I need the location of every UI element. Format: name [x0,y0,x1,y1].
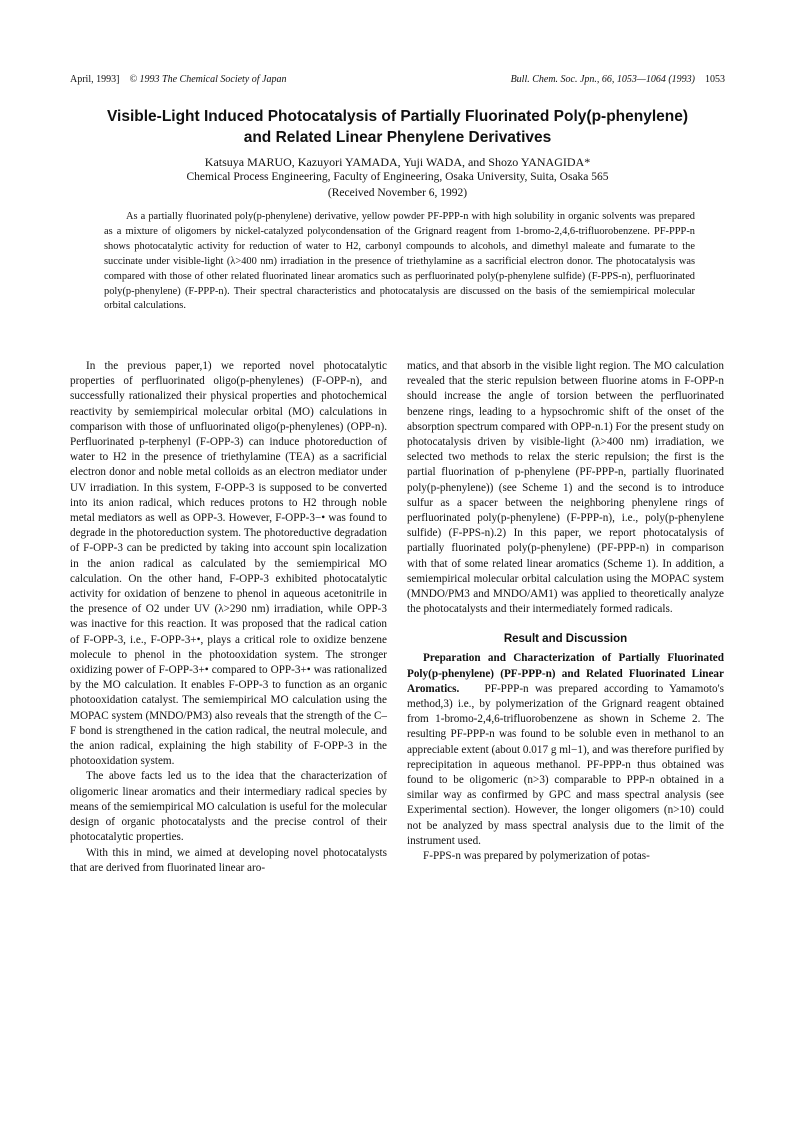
body-column-right [407,359,724,864]
abstract: As a partially fluorinated poly(p-phenylene) derivative, yellow powder PF-PPP-n with high solubility in organic solvents was prepared as a mixture of oligomers by nickel-catalyzed polycondensation of the Grignard reagent from 1-bromo-2,4,6-trifluorobenzene. PF-PPP-n shows photocatalytic activity for reduction of water to H2, carbonyl compounds to alcohols, and dimethyl maleate and fumarate to the succinate under visible-light (λ>400 nm) irradiation in the presence of triethylamine as a sacrificial electron donor. The photocatalysis was compared with those of other related fluorinated linear aromatics such as perfluorinated poly(p-phenylene sulfide) (F-PPS-n), perfluorinated poly(p-phenylene) (F-PPP-n). Their spectral characteristics and photocatalysis are discussed on the basis of the semiempirical molecular orbital calculations. [104,211,695,312]
paragraph: matics, and that absorb in the visible light region. The MO calculation revealed that the steric repulsion between fluorine atoms in F-OPP-n should increase the angle of torsion between the perfluorinated benzene rings, leading to a hypsochromic shift of the onset of the absorption spectrum compared with OPP-n.1) For the present study on photocatalysis driven by visible-light (λ>400 nm) irradiation, we selected two methods to relax the steric repulsion; the first is the partial fluorination of p-phenylene (PF-PPP-n, partially fluorinated poly(p-phenylene)) (see Scheme 1) and the second is to introduce sulfur as a spacer between the neighboring phenylene rings of perfluorinated poly(p-phenylene) (F-PPP-n), i.e., poly(p-phenylene sulfide) (F-PPS-n).2) In this paper, we report photocatalysis of partially fluorinated poly(p-phenylene) (PF-PPP-n) in comparison with that of some related linear aromatics (Scheme 1). In addition, a semiempirical molecular orbital calculation using the MOPAC system (MNDO/PM3 and MNDO/AM1) was applied to theoretically analyze the photocatalysts and their intermediately formed radicals. [407,360,724,616]
received-date: (Received November 6, 1992) [327,187,468,199]
affiliation: Chemical Process Engineering, Faculty of Engineering, Osaka University, Suita, Osaka 565 [186,171,609,183]
article-title [70,106,725,148]
title-line-1: Visible-Light Induced Photocatalysis of Partially Fluorinated Poly(p-phenylene) [106,108,689,125]
subsection-heading: Preparation and Characterization of Partially Fluorinated Poly(p-phenylene) (PF-PPP-n) and Related Fluorinated Linear Aromatics. [407,652,724,695]
paragraph: F-PPS-n was prepared by polymerization of potas- [423,850,650,863]
copyright-notice: © 1993 The Chemical Society of Japan [129,74,287,85]
paragraph [407,651,724,849]
paragraph: In the previous paper,1) we reported novel photocatalytic properties of perfluorinated oligo(p-phenylenes) (F-OPP-n), and successfully rationalized their physical properties and photochemical reactivity by semiempirical molecular orbital (MO) calculations in comparison with those of unfluorinated oligo(p-phenylenes) (OPP-n). Perfluorinated p-terphenyl (F-OPP-3) can induce photoreduction of water to H2 in the presence of triethylamine (TEA) as a sacrificial electron donor and noble metal colloids as an electron mediator under UV irradiation. In this system, F-OPP-3 is supposed to be converted into its anion radical, which reduces protons to H2 through noble metal mediators as well as OPP-3. However, F-OPP-3−• was found to degrade in the photoreduction system. The photoreductive degradation of F-OPP-3 can be predicted by taking into account spin localization in the anion radical as calculated by the semiempirical MO calculation. On the other hand, F-OPP-3 exhibited photocatalytic activity for oxidation of benzene to phenol in aqueous acetonitrile in the presence of O2 under UV (λ>290 nm) irradiation, while OPP-3 was inactive for this reaction. It was proposed that the radical cation of F-OPP-3, i.e., F-OPP-3+•, plays a critical role to oxidize benzene molecule to phenol in the photooxidation system. The stronger oxidizing power of F-OPP-3+• compared to OPP-3+• was rationalized by the MO calculation. It enables F-OPP-3 to function as an organic photooxidation catalyst. The semiempirical MO calculation using the MOPAC system (MNDO/PM3) also reveals that the strength of the C–F bond is strengthened in the cation radical, the neutral molecule, and the anion radical, explaining the high stability of F-OPP-3 in the photooxidation system. [70,360,387,768]
header-right [511,73,725,87]
journal-citation: Bull. Chem. Soc. Jpn., 66, 1053—1064 (1993) [510,74,695,85]
paragraph: The above facts led us to the idea that the characterization of oligomeric linear aromatics and their intermediary radical species by means of the semiempirical MO calculation is useful for the molecular design of organic photocatalysts and the precise control of their photocatalytic properties. [70,770,387,844]
page-number: 1053 [705,74,725,85]
author-list: Katsuya MARUO, Kazuyori YAMADA, Yuji WADA, and Shozo YANAGIDA* [204,155,591,169]
section-heading: Result and Discussion [503,633,628,646]
header-left [70,73,286,87]
paragraph: With this in mind, we aimed at developing novel photocatalysts that are derived from fluorinated linear aro- [70,846,387,874]
issue-date: April, 1993] [70,74,120,85]
paragraph-text: PF-PPP-n was prepared according to Yamamoto's method,3) i.e., by polymerization of the Grignard reagent obtained from 1-bromo-2,4,6-trifluorobenzene as shown in Scheme 2. The resulting PF-PPP-n was found to be soluble even in methanol to an appreciable extent (about 0.017 g ml−1), and was therefore purified by reprecipitation in aqueous methanol. PF-PPP-n thus obtained was found to be oligomeric (n>3) comparable to PPP-n obtained in a similar way as confirmed by GPC and mass spectral analysis (see Experimental section). However, the longer oligomers (n>10) could not be analyzed by mass spectral analysis due to the limit of the instrument used. [407,682,724,847]
body-column-left [70,359,387,876]
title-line-2: and Related Linear Phenylene Derivatives [243,129,552,146]
running-header [70,73,725,87]
